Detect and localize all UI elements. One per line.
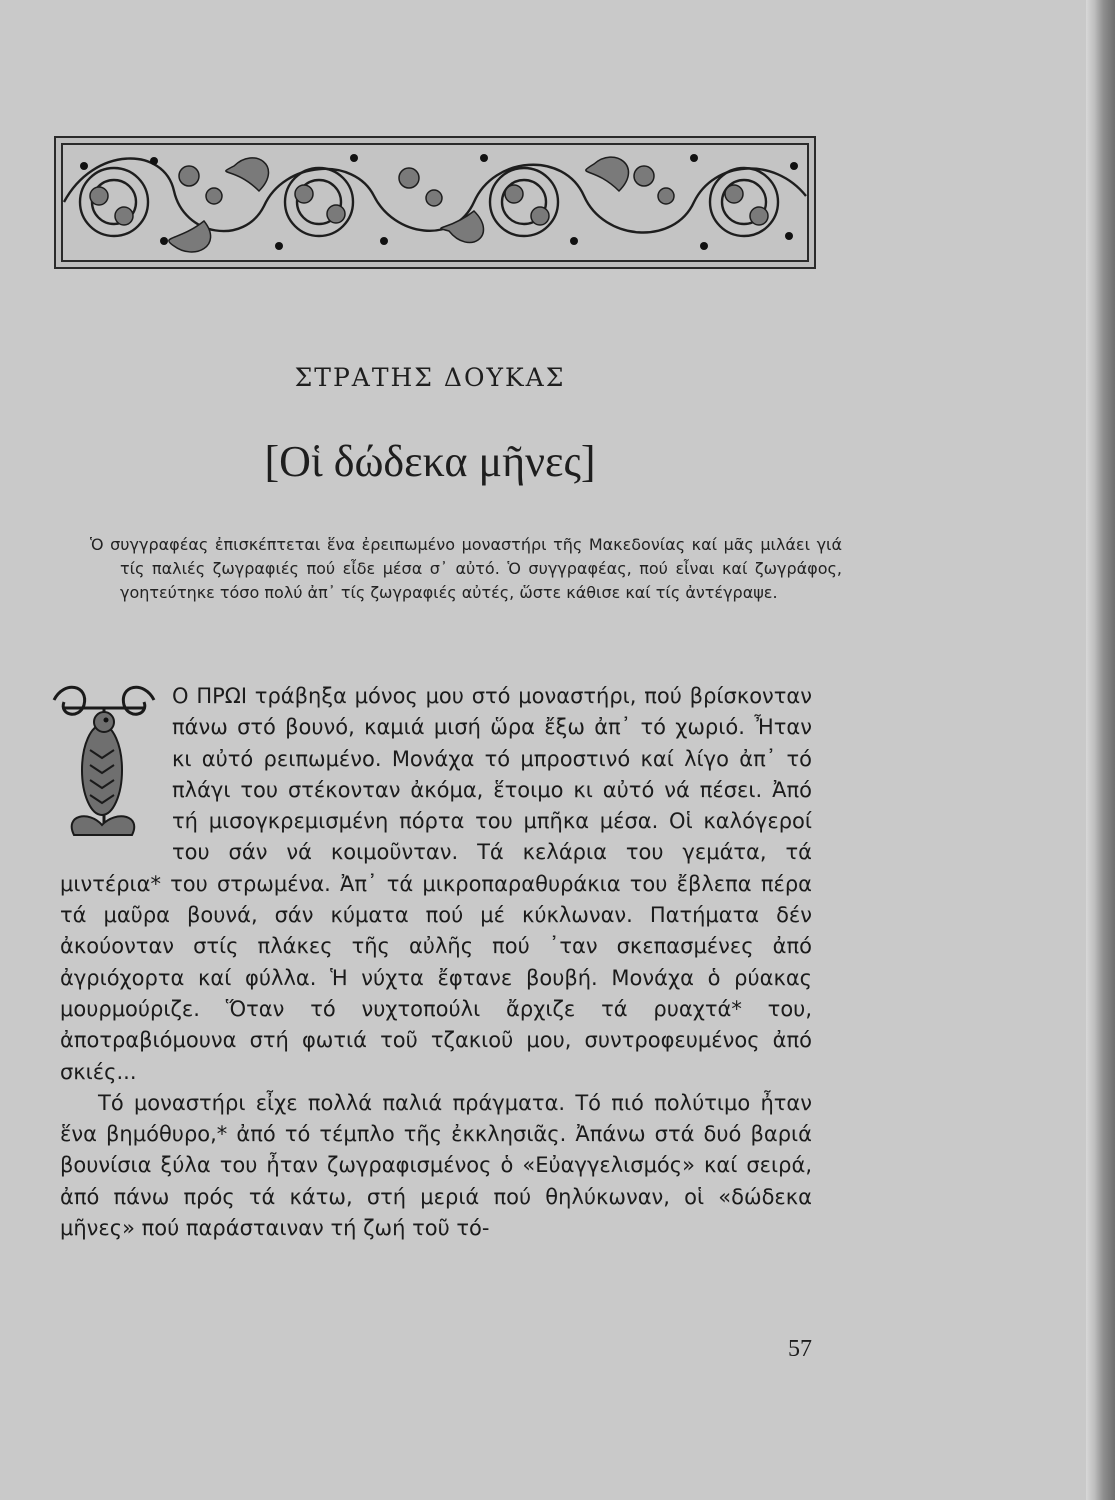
page-edge <box>1086 0 1115 1500</box>
author-name: ΣΤΡΑΤΗΣ ΔΟΥΚΑΣ <box>294 363 566 392</box>
page-number: 57 <box>788 1336 812 1362</box>
body-text <box>60 681 812 1244</box>
chapter-title: [Οἱ δώδεκα μῆνες] <box>264 437 596 486</box>
paragraph-1: Ο ΠΡΩΙ τράβηξα μόνος μου στό μοναστήρι, πού βρίσκονταν πάνω στό βουνό, καμιά μισή ὥρα ἔξω ἀπ᾿ τό χωριό. Ἦταν κι αὐτό ρειπωμένο. Μονάχα τό μπροστινό καί λίγο ἀπ᾿ τό πλάγι του στέκονταν ἀκόμα, ἕτοιμο κι αὐτό νά πέσει. Ἀπό τή μισογκρεμισμένη πόρτα του μπῆκα μέσα. Οἱ καλόγεροί του σάν νά κοιμοῦνταν. Τά κελάρια του γεμάτα, τά μιντέρια* του στρωμένα. Ἀπ᾿ τά μικροπαραθυράκια του ἔβλεπα πέρα τά μαῦρα βουνά, σάν κύματα πού μέ κύκλωναν. Πατήματα δέν ἀκούονταν στίς πλάκες τῆς αὐλῆς πού ᾿ταν σκεπασμένες ἀπό ἀγριόχορτα καί φύλλα. Ἡ νύχτα ἔφτανε βουβή. Μονάχα ὁ ρύακας μουρμούριζε. Ὅταν τό νυχτοπούλι ἄρχιζε τά ρυαχτά* του, ἀποτραβιόμουνα στή φωτιά τοῦ τζακιοῦ μου, συντροφευμένος ἀπό σκιές... <box>60 684 812 1084</box>
intro-summary: Ὁ συγγραφέας ἐπισκέπτεται ἕνα ἐρειπωμένο μοναστήρι τῆς Μακεδονίας καί μᾶς μιλάει γιά τίς παλιές ζωγραφιές πού εἶδε μέσα σ᾿ αὐτό. Ὁ συγγραφέας, πού εἶναι καί ζωγράφος, γοητεύτηκε τόσο πολύ ἀπ᾿ τίς ζωγραφιές αὐτές, ὥστε κάθισε καί τίς ἀντέγραψε. <box>90 535 842 602</box>
paragraph-2: Τό μοναστήρι εἶχε πολλά παλιά πράγματα. Τό πιό πολύτιμο ἦταν ἕνα βημόθυρο,* ἀπό τό τέμπλο τῆς ἐκκλησιᾶς. Ἀπάνω στά δυό βαριά βουνίσια ξύλα του ἦταν ζωγραφισμένος ὁ «Εὐαγγελισμός» καί σειρά, ἀπό πάνω πρός τά κάτω, στή μεριά πού θηλύκωναν, οἱ «δώδεκα μῆνες» πού παράσταιναν τή ζωή τοῦ τό- <box>60 1090 812 1241</box>
scroll-vine-ornament <box>54 136 816 269</box>
